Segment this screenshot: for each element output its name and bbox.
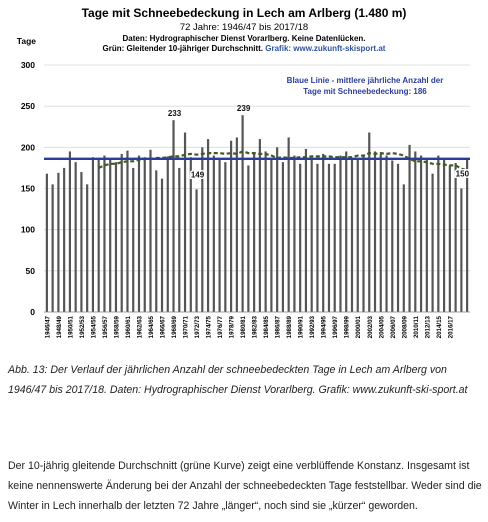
bar — [293, 156, 295, 312]
bar — [288, 137, 290, 312]
x-tick-label: 1976/77 — [217, 316, 225, 339]
x-tick-label: 1960/61 — [124, 316, 132, 339]
bar — [242, 115, 244, 312]
bar — [437, 156, 439, 312]
figure-caption: Abb. 13: Der Verlauf der jährlichen Anzahl der schneebedeckten Tage in Lech am Arlberg von 1946/47 bis 2017/18. Daten: Hydrographischer Dienst Vorarlberg. Grafik: www.zukunft-ski-sport.at — [8, 364, 468, 396]
bar — [109, 159, 111, 312]
bar — [316, 164, 318, 312]
x-tick-label: 1948/49 — [55, 316, 63, 339]
bar — [236, 137, 238, 312]
bar — [357, 159, 359, 312]
bar — [52, 184, 54, 312]
x-tick-label: 1988/89 — [286, 316, 294, 339]
bar — [259, 139, 261, 312]
bar — [224, 162, 226, 312]
bar — [339, 156, 341, 312]
y-tick-label: 150 — [20, 183, 35, 194]
y-tick-label: 200 — [20, 142, 35, 153]
bar — [449, 165, 451, 312]
data-label: 150 — [455, 169, 470, 179]
x-tick-label: 1982/83 — [251, 316, 259, 339]
x-tick-label: 1966/67 — [159, 316, 167, 339]
x-tick-label: 1970/71 — [182, 316, 190, 339]
bar — [69, 151, 71, 312]
bar — [92, 157, 94, 312]
bar — [270, 160, 272, 312]
x-tick-label: 1946/47 — [44, 316, 52, 339]
bar — [374, 151, 376, 312]
bar — [218, 160, 220, 312]
bar — [328, 164, 330, 312]
bar — [75, 162, 77, 312]
bar — [63, 168, 65, 312]
x-tick-label: 2012/13 — [424, 316, 432, 339]
legend-prefix: Grün: Gleitender 10-jähriger Durchschnitt. — [102, 44, 264, 53]
x-tick-label: 1952/53 — [78, 316, 86, 339]
x-tick-label: 1996/97 — [332, 316, 340, 339]
bar — [149, 150, 151, 312]
bar — [98, 160, 100, 312]
bar — [161, 179, 163, 312]
bar — [466, 160, 468, 312]
bar — [46, 174, 48, 312]
bar — [115, 162, 117, 312]
x-tick-label: 1994/95 — [320, 316, 328, 339]
y-axis-label: Tage — [16, 36, 36, 46]
body-paragraph: Der 10-jährig gleitende Durchschnitt (grüne Kurve) zeigt eine verblüffende Konstanz. Insgesamt ist keine nennenswerte Änderung bei der Anzahl der schneebedeckten Tage feststellbar. Weder sind die Winter in Lech innerhalb der letzten 72 Jahre „länger“, noch sind sie „kürzer“ geworden. — [8, 460, 482, 512]
x-tick-label: 2004/05 — [378, 316, 386, 339]
x-tick-label: 1962/63 — [136, 316, 144, 339]
bar — [57, 173, 59, 312]
bar — [455, 163, 457, 312]
bar — [380, 154, 382, 312]
bar — [132, 168, 134, 312]
bar — [178, 168, 180, 312]
x-tick-label: 1986/87 — [274, 316, 282, 339]
bar — [420, 156, 422, 312]
x-tick-label: 1954/55 — [90, 316, 98, 339]
x-tick-label: 2014/15 — [435, 316, 443, 339]
x-tick-label: 2008/09 — [401, 316, 409, 339]
x-tick-label: 2006/07 — [389, 316, 397, 339]
y-tick-label: 100 — [20, 224, 35, 235]
chart-source-line: Daten: Hydrographischer Dienst Vorarlberg. Keine Datenlücken. — [122, 34, 366, 43]
bar — [282, 162, 284, 312]
bar — [334, 164, 336, 312]
bar — [80, 172, 82, 312]
bar — [311, 159, 313, 312]
x-tick-label: 1950/51 — [67, 316, 75, 339]
x-tick-label: 2000/01 — [355, 316, 363, 339]
bar — [460, 189, 462, 313]
data-label: 233 — [167, 109, 182, 119]
mean-line-label-2: Tage mit Schneebedeckung: 186 — [303, 87, 427, 96]
y-tick-label: 0 — [30, 307, 35, 317]
bar — [195, 189, 197, 312]
legend-link: Grafik: www.zukunft-skisport.at — [265, 44, 386, 53]
data-label: 239 — [236, 104, 251, 114]
x-tick-label: 1964/65 — [148, 316, 155, 339]
bar — [213, 156, 215, 312]
x-tick-label: 1998/99 — [343, 316, 351, 339]
x-tick-label: 1992/93 — [309, 316, 317, 339]
x-tick-label: 2010/11 — [412, 316, 420, 339]
bar — [305, 149, 307, 312]
chart-subtitle: 72 Jahre: 1946/47 bis 2017/18 — [179, 22, 309, 33]
x-tick-label: 1972/73 — [194, 316, 202, 339]
bar — [414, 151, 416, 312]
x-tick-label: 1974/75 — [205, 316, 213, 339]
x-tick-label: 1990/91 — [297, 316, 305, 339]
bar — [426, 158, 428, 312]
bar — [155, 170, 157, 312]
bar — [253, 153, 255, 312]
bar — [265, 151, 267, 312]
bar — [403, 184, 405, 312]
bar — [391, 161, 393, 312]
bar — [86, 184, 88, 312]
x-tick-label: 1956/57 — [101, 316, 109, 339]
bar — [351, 160, 353, 312]
chart-title: Tage mit Schneebedeckung in Lech am Arlberg (1.480 m) — [81, 6, 407, 20]
bar — [230, 141, 232, 312]
bar — [276, 147, 278, 312]
mean-line-label-1: Blaue Linie - mittlere jährliche Anzahl der — [286, 76, 444, 85]
x-tick-label: 1984/85 — [263, 316, 271, 339]
y-tick-label: 250 — [20, 101, 35, 112]
x-tick-label: 2016/17 — [447, 316, 455, 339]
x-tick-label: 1968/69 — [171, 316, 179, 339]
bar — [345, 151, 347, 312]
bar — [121, 154, 123, 312]
bar — [431, 174, 433, 312]
bar — [443, 160, 445, 312]
x-tick-label: 2002/03 — [366, 316, 374, 339]
bar — [144, 157, 146, 312]
bar — [103, 156, 105, 312]
bar — [247, 165, 249, 312]
bar — [385, 156, 387, 312]
bar — [126, 151, 128, 312]
bar — [167, 156, 169, 312]
x-tick-label: 1978/79 — [228, 316, 236, 339]
bar — [299, 164, 301, 312]
bar — [322, 154, 324, 312]
x-tick-label: 1958/59 — [113, 316, 121, 339]
y-tick-label: 50 — [25, 265, 35, 276]
y-tick-label: 300 — [20, 60, 35, 70]
bar — [138, 156, 140, 312]
bar — [408, 145, 410, 312]
bar — [207, 139, 209, 312]
bar — [397, 164, 399, 312]
bar — [190, 157, 192, 312]
x-tick-label: 1980/81 — [240, 316, 248, 339]
bar — [362, 155, 364, 312]
bar — [172, 120, 174, 312]
data-label: 149 — [190, 170, 205, 180]
